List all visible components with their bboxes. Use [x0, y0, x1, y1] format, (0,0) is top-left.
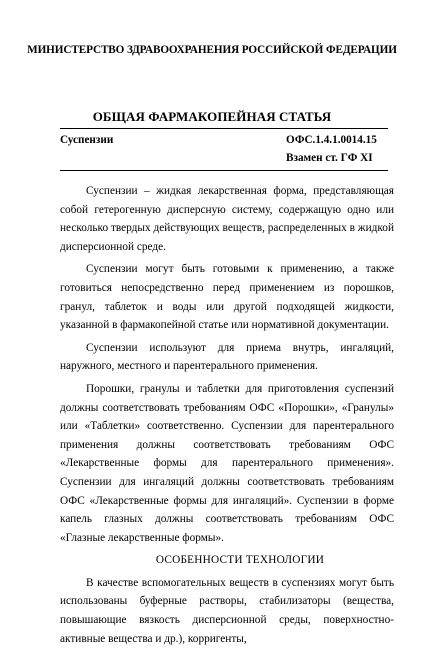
paragraph-definition: Суспензии – жидкая лекарственная форма, представляющая собой гетерогенную дисперсную систему, содержащую одно или несколько твердых действующих веществ, распределенных в жидкой дисперсионной среде. — [60, 185, 394, 253]
replaces-note: Взамен ст. ГФ XI — [286, 152, 373, 164]
article-name: Суспензии — [60, 134, 114, 146]
top-divider — [60, 128, 388, 129]
document-title: ОБЩАЯ ФАРМАКОПЕЙНАЯ СТАТЬЯ — [92, 109, 332, 124]
article-code: ОФС.1.4.1.0014.15 — [286, 134, 377, 146]
section-heading: ОСОБЕННОСТИ ТЕХНОЛОГИИ — [155, 554, 325, 567]
paragraph-preparation: Суспензии могут быть готовыми к применению, а также готовиться непосредственно перед применением из порошков, гранул, таблеток и воды или другой подходящей жидкости, указанной в фармакопейной статье или нормативной документации. — [60, 263, 394, 332]
ministry-header: МИНИСТЕРСТВО ЗДРАВООХРАНЕНИЯ РОССИЙСКОЙ ФЕДЕРАЦИИ — [27, 44, 397, 56]
bottom-divider — [60, 170, 388, 171]
document-body — [60, 182, 394, 652]
paragraph-excipients: В качестве вспомогательных веществ в суспензиях могут быть использованы буферные растворы, стабилизаторы (вещества, повышающие вязкость дисперсионной среды, поверхностно-активные вещества и др.), корригенты, — [60, 576, 394, 645]
paragraph-usage: Суспензии используют для приема внутрь, ингаляций, наружного, местного и парентерального применения. — [60, 341, 394, 373]
paragraph-requirements: Порошки, гранулы и таблетки для приготовления суспензий должны соответствовать требованиям ОФС «Порошки», «Гранулы» или «Таблетки» соответственно. Суспензии для парентерального применения должны соответствовать требованиям ОФС «Лекарственные формы для парентерального применения». Суспензии для ингаляций должны соответствовать требованиям ОФС «Лекарственные формы для ингаляций». Суспензии в форме капель глазных должны соответствовать требованиям ОФС «Глазные лекарственные формы». — [60, 382, 394, 544]
